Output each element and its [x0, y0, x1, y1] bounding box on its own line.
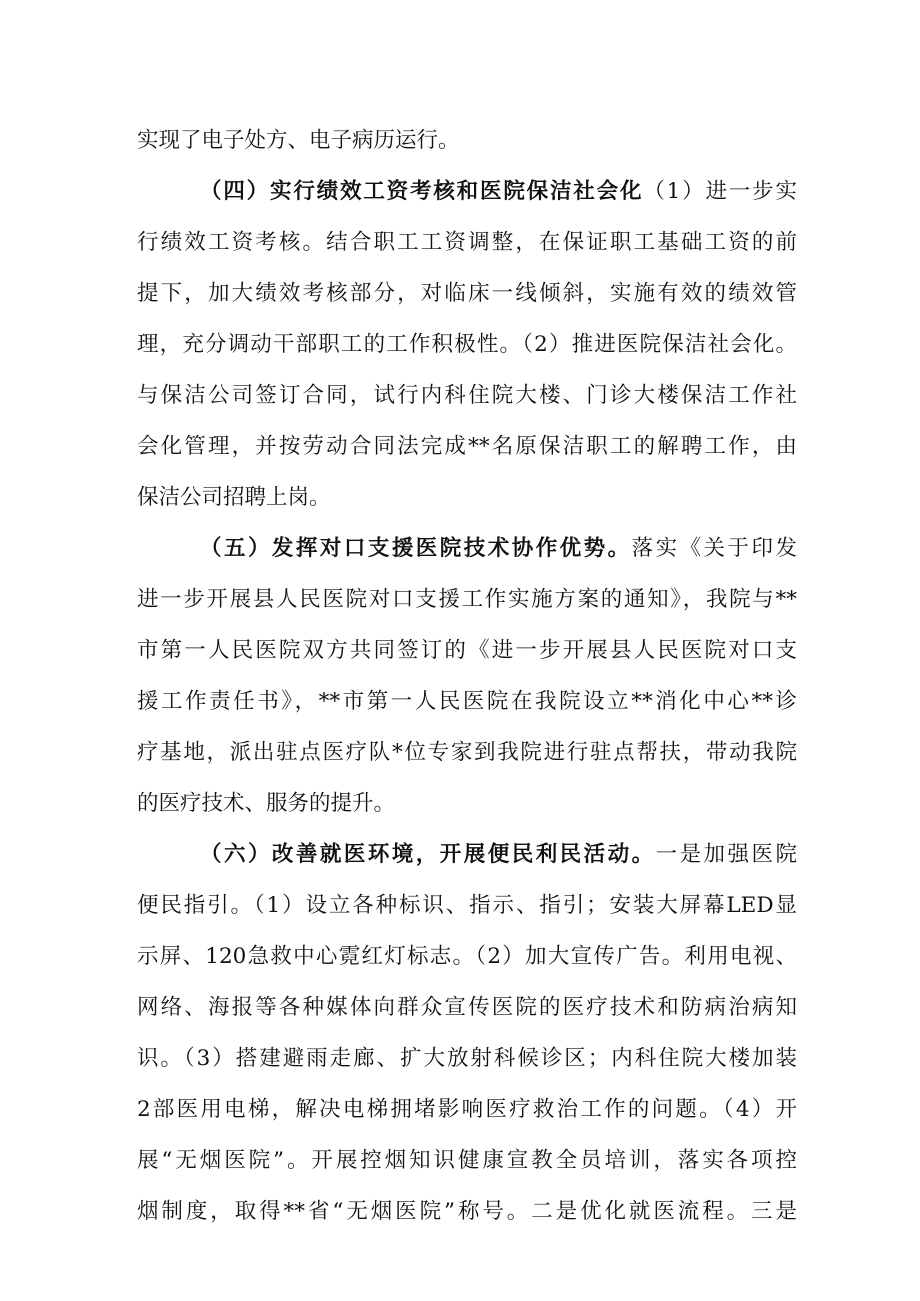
line-text: 的医疗技术、服务的提升。 [137, 791, 396, 816]
line-text: 实现了电子处方、电子病历运行。 [137, 128, 460, 153]
heading-text: （五）发挥对口支援医院技术协作优势。 [200, 536, 632, 561]
line-text: 一是加强医院 [655, 842, 797, 867]
text-line [137, 789, 797, 819]
text-line [137, 687, 797, 717]
text-line [137, 483, 797, 513]
line-text: 网络、海报等各种媒体向群众宣传医院的医疗技术和防病治病知 [137, 995, 797, 1020]
text-line [137, 891, 797, 921]
text-line [137, 330, 797, 360]
text-line [137, 279, 797, 309]
text-line [137, 993, 797, 1023]
text-line [137, 942, 797, 972]
text-line [137, 738, 797, 768]
text-line [137, 126, 797, 156]
text-line [137, 432, 797, 462]
line-text: 示屏、120急救中心霓红灯标志。（2）加大宣传广告。利用电视、 [137, 944, 797, 969]
line-text: 市第一人民医院双方共同签订的《进一步开展县人民医院对口支 [137, 638, 797, 663]
line-text: 落实《关于印发 [631, 536, 797, 561]
line-text: 援工作责任书》，**市第一人民医院在我院设立**消化中心**诊 [137, 689, 797, 714]
line-text: 疗基地，派出驻点医疗队*位专家到我院进行驻点帮扶，带动我院 [137, 740, 797, 765]
line-text: 识。（3）搭建避雨走廊、扩大放射科候诊区；内科住院大楼加装 [137, 1046, 797, 1071]
section-heading-5 [200, 534, 797, 564]
line-text: 理，充分调动干部职工的工作积极性。（2）推进医院保洁社会化。 [137, 332, 797, 357]
line-text: 会化管理，并按劳动合同法完成**名原保洁职工的解聘工作，由 [137, 434, 797, 459]
text-line [137, 636, 797, 666]
line-text: 行绩效工资考核。结合职工工资调整，在保证职工基础工资的前 [137, 230, 797, 255]
line-text: 便民指引。（1）设立各种标识、指示、指引；安装大屏幕LED显 [137, 893, 797, 918]
text-line [137, 585, 797, 615]
text-line [137, 1146, 797, 1176]
line-text: 烟制度，取得**省“无烟医院”称号。二是优化就医流程。三是 [137, 1199, 797, 1224]
heading-text: （四）实行绩效工资考核和医院保洁社会化 [200, 179, 644, 204]
section-heading-4 [200, 177, 797, 207]
heading-text: （六）改善就医环境，开展便民利民活动。 [200, 842, 656, 867]
text-line [137, 228, 797, 258]
line-text: （1）进一步实 [643, 179, 797, 204]
line-text: 保洁公司招聘上岗。 [137, 485, 331, 510]
line-text: 进一步开展县人民医院对口支援工作实施方案的通知》，我院与** [137, 587, 797, 612]
line-text: 与保洁公司签订合同，试行内科住院大楼、门诊大楼保洁工作社 [137, 383, 797, 408]
text-line [137, 1197, 797, 1227]
line-text: 提下，加大绩效考核部分，对临床一线倾斜，实施有效的绩效管 [137, 281, 797, 306]
line-text: 2部医用电梯，解决电梯拥堵影响医疗救治工作的问题。（4）开 [137, 1097, 797, 1122]
line-text: 展“无烟医院”。开展控烟知识健康宣教全员培训，落实各项控 [137, 1148, 797, 1173]
text-line [137, 1095, 797, 1125]
section-heading-6 [200, 840, 797, 870]
text-line [137, 1044, 797, 1074]
text-line [137, 381, 797, 411]
